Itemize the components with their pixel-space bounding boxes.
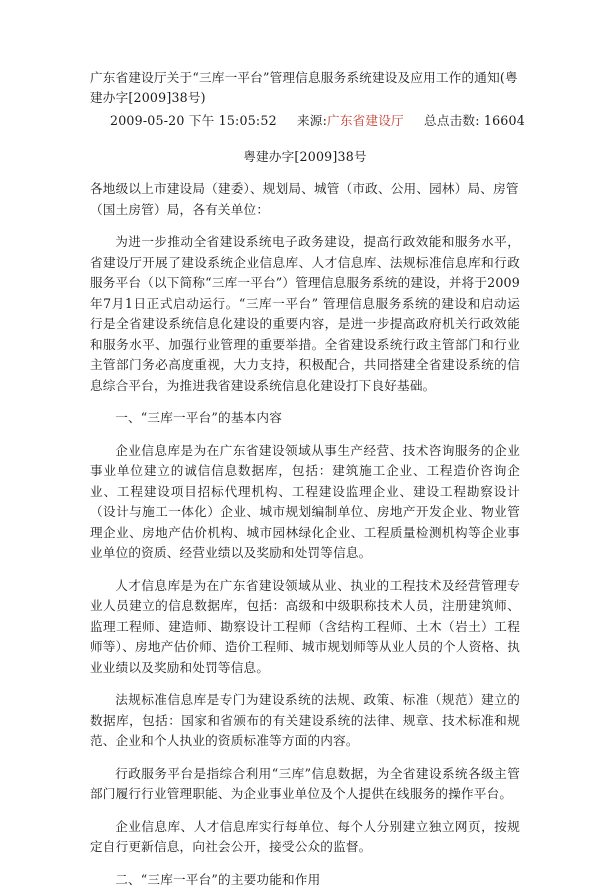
source-label: 来源:: [297, 113, 327, 128]
paragraph-admin-platform: 行政服务平台是指综合利用“三库”信息数据，为全省建设系统各级主管部门履行行业管理职能、为企业事业单位及个人提供在线服务的操作平台。: [90, 764, 520, 805]
intro-paragraph: 为进一步推动全省建设系统电子政务建设，提高行政效能和服务水平，省建设厅开展了建设系统企业信息库、人才信息库、法规标准信息库和行政服务平台（以下简称“三库一平台”）管理信息服务系统的建设，并将于2009年7月1日正式启动运行。“三库一平台” 管理信息服务系统的建设和启动运行是全省建设系统信息化建设的重要内容，是进一步提高政府机关行政效能和服务水平、加强行业管理的重要举措。全省建设系统行政主管部门和行业主管部门务必高度重视，大力支持，积极配合，共同搭建全省建设系统的信息综合平台，为推进我省建设系统信息化建设打下良好基础。: [90, 232, 520, 396]
document-page: [90, 68, 520, 890]
click-count: 16604: [484, 113, 525, 128]
source-link[interactable]: 广东省建设厅: [327, 113, 404, 128]
paragraph-regulation-db: 法规标准信息库是专门为建设系统的法规、政策、标准（规范）建立的数据库，包括：国家和省颁布的有关建设系统的法律、规章、技术标准和规范、企业和个人执业的资质标准等方面的内容。: [90, 690, 520, 752]
paragraph-public-pages: 企业信息库、人才信息库实行每单位、每个人分别建立独立网页，按规定自行更新信息，向社会公开，接受公众的监督。: [90, 817, 520, 858]
clicks-label: 总点击数:: [424, 113, 480, 128]
publish-time: 下午 15:05:52: [189, 113, 277, 128]
document-title: 广东省建设厅关于“三库一平台”管理信息服务系统建设及应用工作的通知(粤建办字[2009]38号): [90, 68, 520, 108]
publish-date: 2009-05-20: [110, 113, 185, 128]
paragraph-enterprise-db: 企业信息库是为在广东省建设领域从事生产经营、技术咨询服务的企业事业单位建立的诚信信息数据库，包括：建筑施工企业、工程造价咨询企业、工程建设项目招标代理机构、工程建设监理企业、建设工程勘察设计（设计与施工一体化）企业、城市规划编制单位、房地产开发企业、物业管理企业、房地产估价机构、城市园林绿化企业、工程质量检测机构等企业事业单位的资质、经营业绩以及奖励和处罚等信息。: [90, 441, 520, 564]
section-heading-2: 二、“三库一平台”的主要功能和作用: [90, 870, 520, 890]
salutation: 各地级以上市建设局（建委）、规划局、城管（市政、公用、园林）局、房管（国土房管）局，各有关单位：: [90, 179, 520, 220]
document-number: 粤建办字[2009]38号: [90, 147, 520, 167]
document-meta: [90, 111, 520, 131]
paragraph-talent-db: 人才信息库是为在广东省建设领域从业、执业的工程技术及经营管理专业人员建立的信息数据库，包括：高级和中级职称技术人员，注册建筑师、监理工程师、建造师、勘察设计工程师（含结构工程师、土木（岩土）工程师等）、房地产估价师、造价工程师、城市规划师等从业人员的个人资格、执业业绩以及奖励和处罚等信息。: [90, 576, 520, 679]
section-heading-1: 一、“三库一平台”的基本内容: [90, 408, 520, 429]
